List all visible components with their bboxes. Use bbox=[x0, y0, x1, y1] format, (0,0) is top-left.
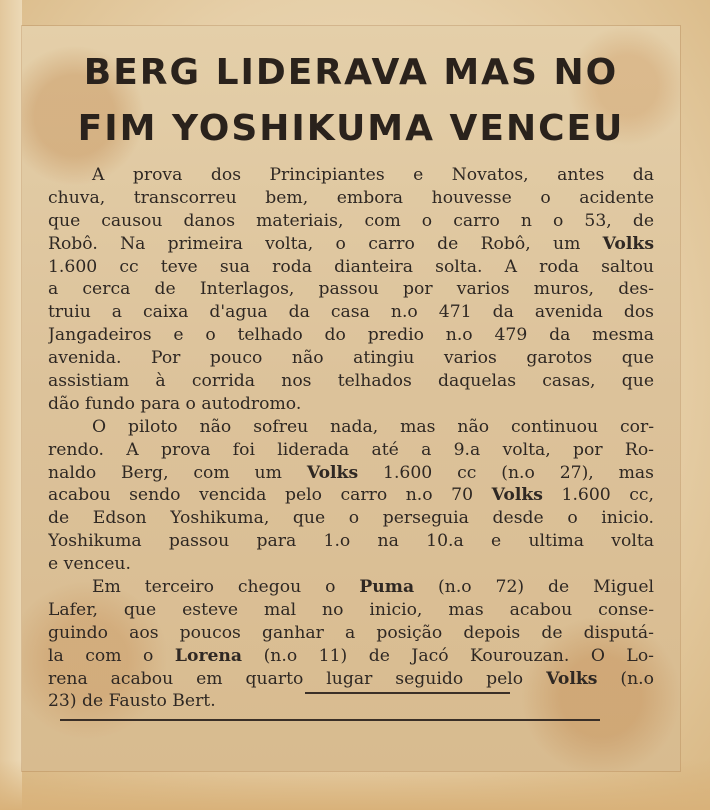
line-text: (n.o 72) de Miguel bbox=[414, 577, 654, 598]
article-line bbox=[48, 668, 654, 691]
line-text: la com o bbox=[48, 645, 175, 666]
article-line bbox=[48, 576, 654, 599]
line-text: (n.o bbox=[597, 668, 654, 689]
article-body bbox=[48, 164, 654, 713]
article-line: Yoshikuma passou para 1.o na 10.a e ultima volta bbox=[48, 531, 654, 552]
bold-term: Volks bbox=[546, 668, 598, 689]
article-line: 23) de Fausto Bert. bbox=[48, 691, 216, 712]
bold-term: Volks bbox=[491, 485, 543, 506]
line-text: Em terceiro chegou o bbox=[92, 577, 360, 598]
article-line: e venceu. bbox=[48, 554, 131, 575]
line-text: rena acabou em quarto lugar seguido pelo bbox=[48, 668, 547, 689]
article-line: Jangadeiros e o telhado do predio n.o 479 da mesma bbox=[48, 325, 654, 346]
bold-term: Puma bbox=[359, 577, 415, 598]
article-line: Lafer, que esteve mal no inicio, mas acabou conse- bbox=[48, 599, 654, 620]
article-line: que causou danos materiais, com o carro n o 53, de bbox=[48, 210, 654, 231]
page-background-left bbox=[0, 0, 22, 810]
article-line: A prova dos Principiantes e Novatos, antes da bbox=[92, 165, 654, 185]
line-text: naldo Berg, com um bbox=[48, 462, 307, 483]
article-line: de Edson Yoshikuma, que o perseguia desde o inicio. bbox=[48, 508, 654, 529]
line-text: acabou sendo vencida pelo carro n.o 70 bbox=[48, 485, 492, 506]
article-line bbox=[48, 484, 654, 507]
headline-line-1: BERG LIDERAVA MAS NO bbox=[83, 52, 619, 93]
bold-term: Lorena bbox=[174, 645, 243, 666]
article-line: O piloto não sofreu nada, mas não continuou cor- bbox=[92, 416, 654, 437]
article-line: a cerca de Interlagos, passou por varios muros, des- bbox=[48, 279, 654, 300]
article-line: avenida. Por pouco não atingiu varios garotos que bbox=[48, 348, 654, 369]
bold-term: Volks bbox=[602, 233, 654, 254]
handwritten-underline bbox=[60, 719, 600, 721]
bold-term: Volks bbox=[306, 462, 359, 483]
newspaper-clipping bbox=[22, 26, 680, 771]
article-line: assistiam à corrida nos telhados daquelas casas, que bbox=[48, 371, 654, 392]
line-text: 1.600 cc (n.o 27), mas bbox=[358, 462, 654, 483]
article-line: dão fundo para o autodromo. bbox=[48, 393, 302, 414]
handwritten-underline bbox=[305, 692, 510, 694]
article-line bbox=[48, 462, 654, 485]
line-text: 1.600 cc, bbox=[542, 485, 654, 506]
article-line bbox=[48, 233, 654, 256]
article-line: chuva, transcorreu bem, embora houvesse o acidente bbox=[48, 187, 654, 208]
line-text: (n.o 11) de Jacó Kourouzan. O Lo- bbox=[242, 645, 654, 666]
article-line: truiu a caixa d'agua da casa n.o 471 da avenida dos bbox=[48, 302, 654, 323]
headline-line-2: FIM YOSHIKUMA VENCEU bbox=[77, 108, 625, 149]
line-text: Robô. Na primeira volta, o carro de Robô, um bbox=[48, 233, 603, 254]
article-line: 1.600 cc teve sua roda dianteira solta. A roda saltou bbox=[48, 256, 654, 277]
article-line: guindo aos poucos ganhar a posição depois de disputá- bbox=[48, 622, 654, 643]
article-line bbox=[48, 645, 654, 668]
article-line: rendo. A prova foi liderada até a 9.a volta, por Ro- bbox=[48, 439, 654, 460]
